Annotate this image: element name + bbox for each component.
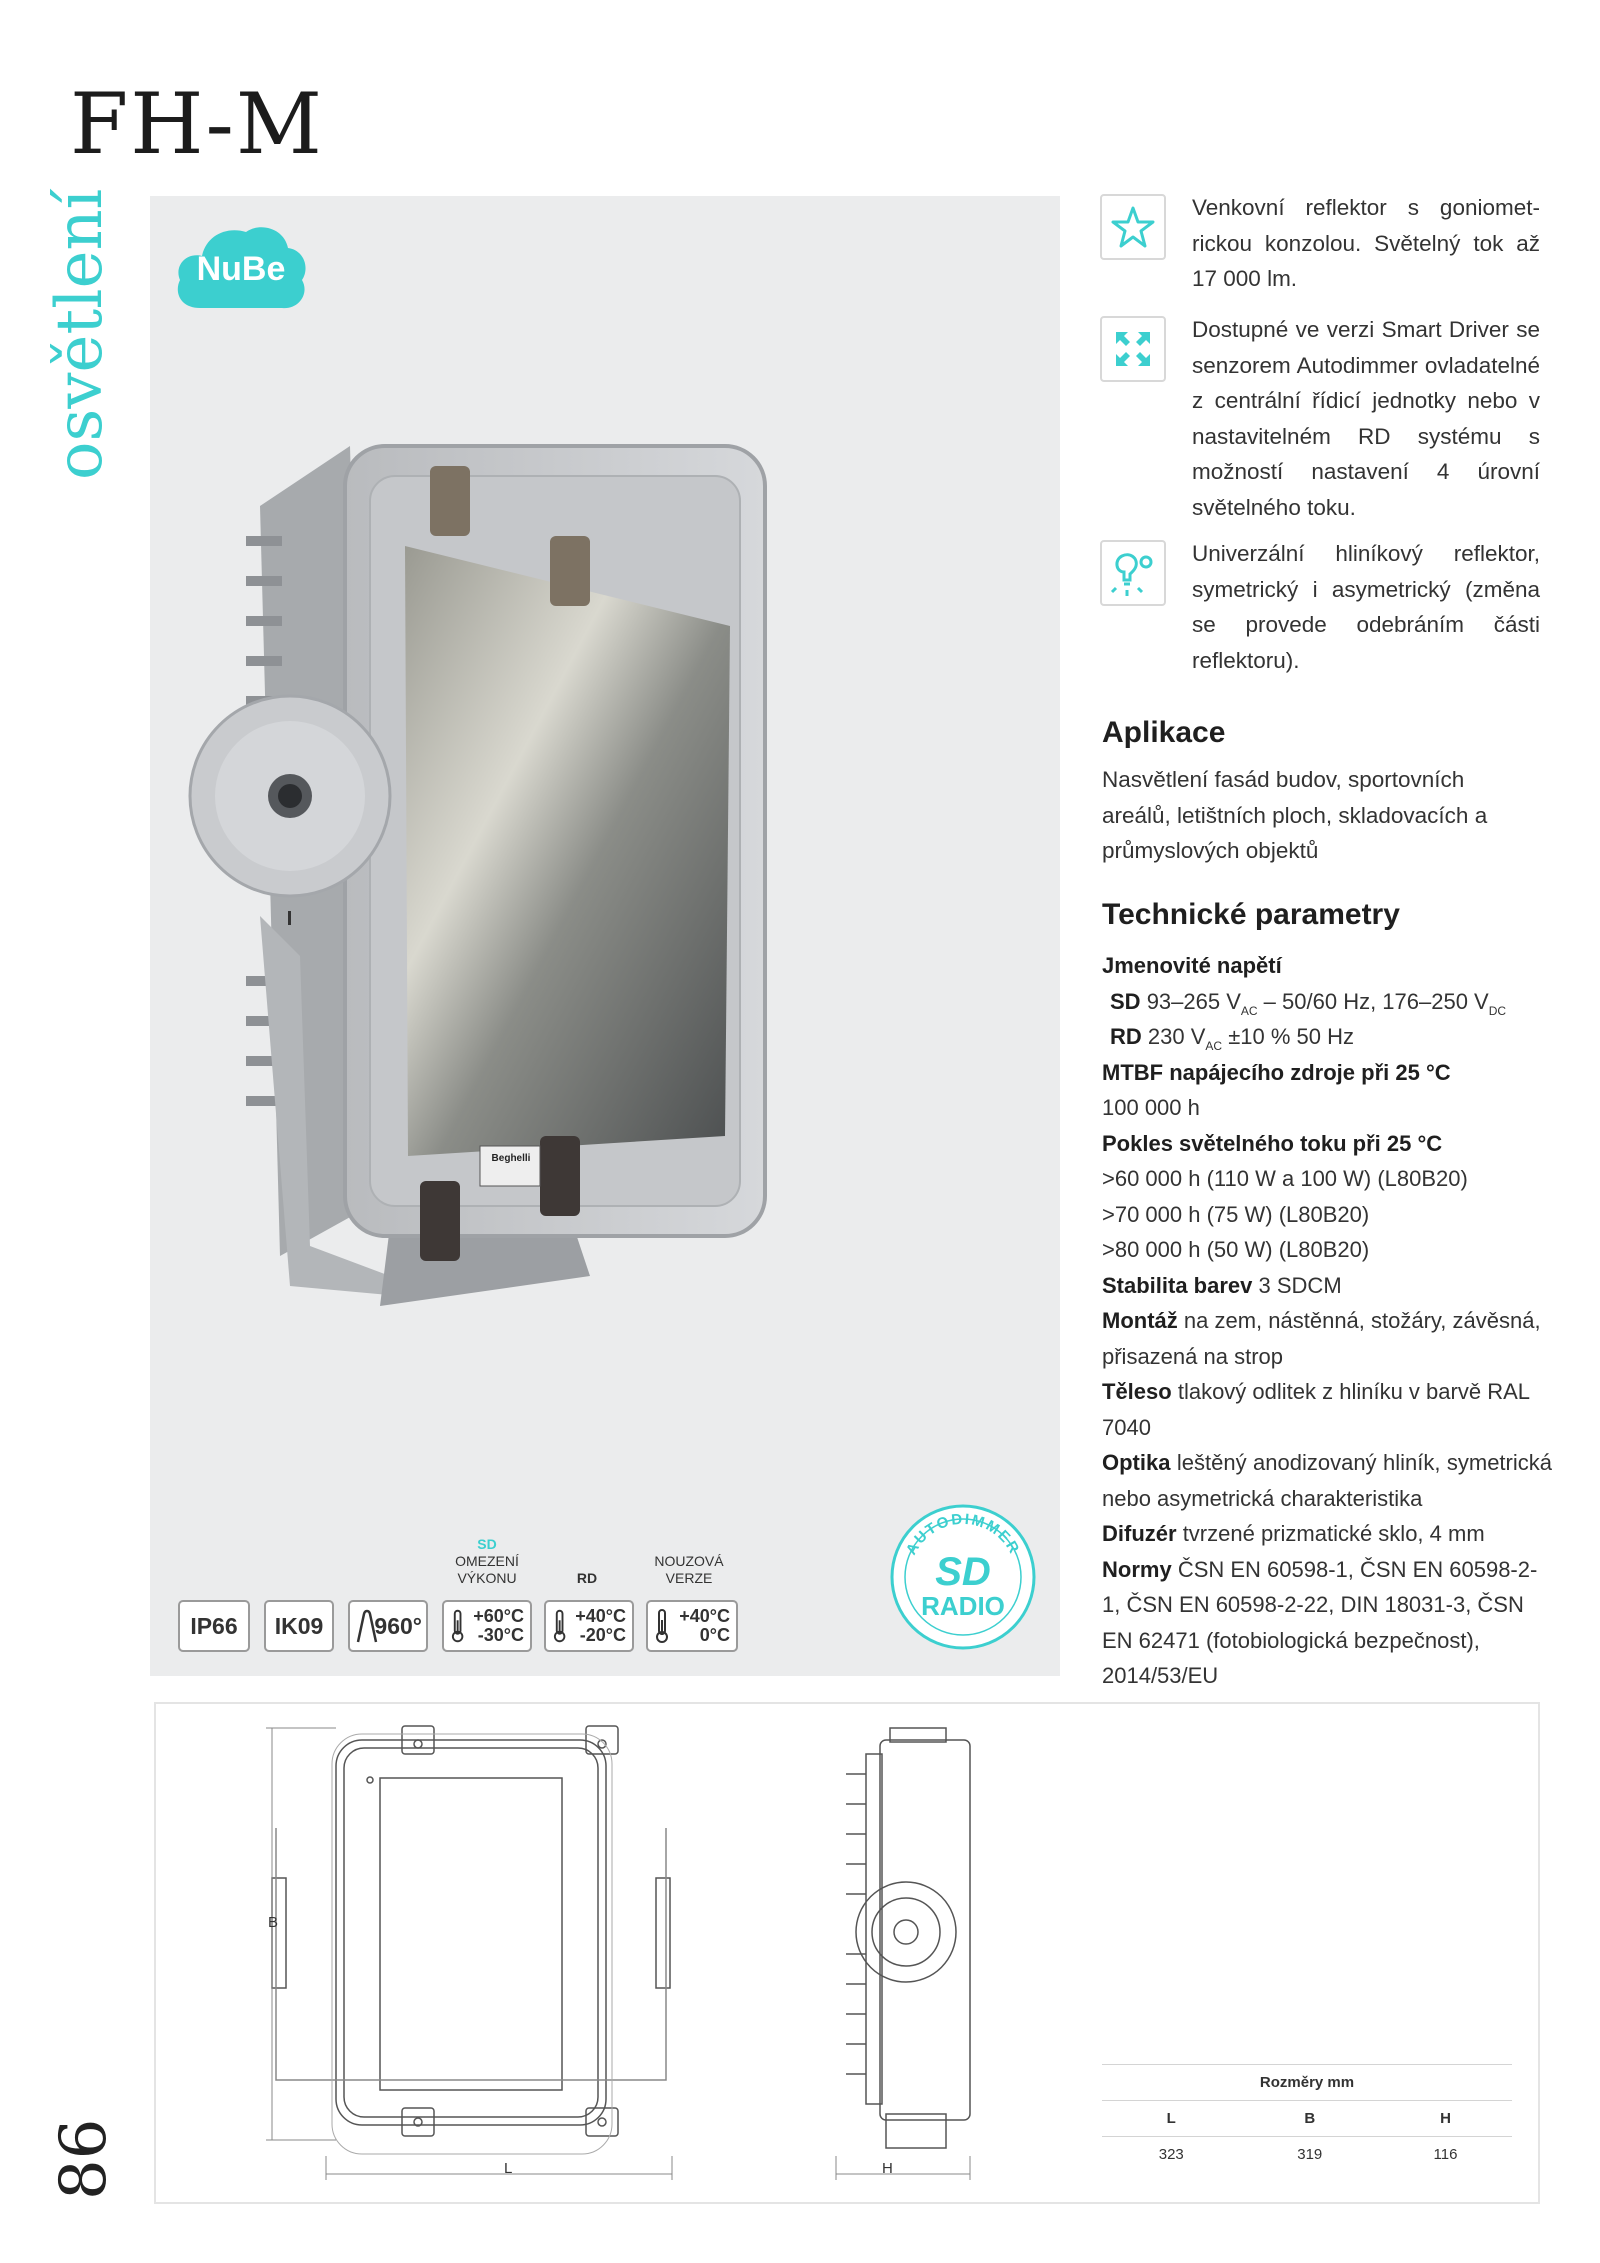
temp-badge-rd: +40°C -20°C bbox=[544, 1600, 634, 1652]
tech-heading: Technické parametry bbox=[1102, 898, 1400, 931]
sd-label-block: SD OMEZENÍ VÝKONU bbox=[455, 1536, 519, 1586]
dimensions-value: 323 bbox=[1102, 2137, 1241, 2173]
nube-text: NuBe bbox=[196, 250, 286, 288]
optics: Optika leštěný anodizovaný hliník, symetrická nebo asymetrická charakteristika bbox=[1102, 1450, 1552, 1511]
star-icon bbox=[1100, 194, 1166, 260]
dim-label-b: B bbox=[268, 1914, 279, 1931]
feature-3 bbox=[1100, 540, 1204, 612]
stamp-ring-text: AUTODIMMER bbox=[902, 1510, 1024, 1558]
dim-label-l: L bbox=[504, 2160, 513, 2177]
body-material: Těleso tlakový odlitek z hliníku v barvě RAL 7040 bbox=[1102, 1379, 1530, 1440]
color-stability: Stabilita barev 3 SDCM bbox=[1102, 1272, 1342, 1298]
mtbf-value: 100 000 h bbox=[1102, 1095, 1200, 1120]
section-label: osvětlení bbox=[43, 188, 117, 480]
temp-badge-sd: +60°C -30°C bbox=[442, 1600, 532, 1652]
dimensions-caption: Rozměry mm bbox=[1102, 2065, 1512, 2101]
glow-wire-value: 960° bbox=[374, 1612, 422, 1639]
tech-params bbox=[1102, 948, 1552, 1694]
side-view-drawing bbox=[806, 1704, 1086, 2204]
decline-value: >60 000 h (110 W a 100 W) (L80B20) bbox=[1102, 1166, 1468, 1191]
feature-1 bbox=[1100, 194, 1204, 266]
dim-label-h: H bbox=[882, 2160, 893, 2177]
luminaire-illustration bbox=[150, 196, 1060, 1676]
stamp-center-text: SD bbox=[935, 1550, 991, 1594]
aplikace-text: Nasvětlení fasád budov, sportovních areálů, letištních ploch, skladovacích a průmyslových objektů bbox=[1102, 767, 1488, 863]
feature-2-text: Dostupné ve verzi Smart Driver se senzorem Autodimmer ovladatelné z centrální řídicí jednotky nebo v nastavitelném RD systému s možností nastavení 4 úrovní světelného toku. bbox=[1192, 317, 1540, 520]
front-view-drawing bbox=[156, 1704, 696, 2204]
aplikace-heading: Aplikace bbox=[1102, 716, 1226, 749]
dimensions-header: H bbox=[1379, 2101, 1512, 2137]
autodimmer-stamp bbox=[888, 1502, 1038, 1652]
product-brand-plate: Beghelli bbox=[491, 1153, 531, 1164]
temp-badge-emergency: +40°C 0°C bbox=[646, 1600, 738, 1652]
emergency-label-block: NOUZOVÁ VERZE bbox=[654, 1553, 724, 1586]
dimensions-table bbox=[1102, 2064, 1512, 2172]
expand-icon bbox=[1100, 316, 1166, 382]
ip-rating-badge: IP66 bbox=[178, 1600, 250, 1652]
dimensions-value: 319 bbox=[1241, 2137, 1380, 2173]
norms: Normy ČSN EN 60598-1, ČSN EN 60598-2-1, ČSN EN 60598-2-22, DIN 18031-3, ČSN EN 62471 (fotobiologická bezpečnost), 2014/53/EU bbox=[1102, 1556, 1538, 1688]
feature-2 bbox=[1100, 316, 1204, 388]
feature-1-text: Venkovní reflektor s goniometrickou konzolou. Světelný tok až 17 000 lm. bbox=[1192, 195, 1540, 291]
dimensions-header: L bbox=[1102, 2101, 1241, 2137]
dimensions-header: B bbox=[1241, 2101, 1380, 2137]
nube-badge bbox=[172, 222, 310, 314]
ik-rating-badge: IK09 bbox=[264, 1600, 334, 1652]
page-number: 86 bbox=[47, 2118, 121, 2200]
glow-wire-icon bbox=[356, 1608, 378, 1644]
voltage-sd: SD 93–265 $V_{AC} - 50/60$ Hz, 176–250 $V_{DC}$ bbox=[1110, 988, 1507, 1018]
stamp-bottom-text: RADIO bbox=[921, 1591, 1005, 1621]
voltage-rd: RD 230 $V_{AC} \pm 10$ % 50 Hz bbox=[1110, 1024, 1354, 1053]
rd-label: RD bbox=[576, 1570, 598, 1586]
voltage-label: Jmenovité napětí bbox=[1102, 953, 1282, 978]
feature-3-text: Univerzální hliníkový reflektor, symetrický i asymetrický (změna se provede odebráním části reflektoru). bbox=[1192, 541, 1540, 673]
diffuser: Difuzér tvrzené prizmatické sklo, 4 mm bbox=[1102, 1521, 1485, 1546]
thermometer-icon bbox=[552, 1608, 567, 1644]
thermometer-icon bbox=[654, 1608, 670, 1644]
glow-wire-badge bbox=[348, 1600, 428, 1652]
product-photo-panel bbox=[150, 196, 1060, 1676]
lightbulb-gear-icon bbox=[1100, 540, 1166, 606]
decline-value: >80 000 h (50 W) (L80B20) bbox=[1102, 1237, 1370, 1262]
product-title: FH-M bbox=[70, 75, 324, 173]
decline-label: Pokles světelného toku při 25 °C bbox=[1102, 1130, 1443, 1156]
dimensions-value: 116 bbox=[1379, 2137, 1512, 2173]
mtbf-label: MTBF napájecího zdroje při 25 °C bbox=[1102, 1059, 1451, 1085]
decline-value: >70 000 h (75 W) (L80B20) bbox=[1102, 1201, 1370, 1227]
mounting: Montáž na zem, nástěnná, stožáry, závěsná, přisazená na strop bbox=[1102, 1308, 1541, 1369]
thermometer-icon bbox=[450, 1608, 465, 1644]
